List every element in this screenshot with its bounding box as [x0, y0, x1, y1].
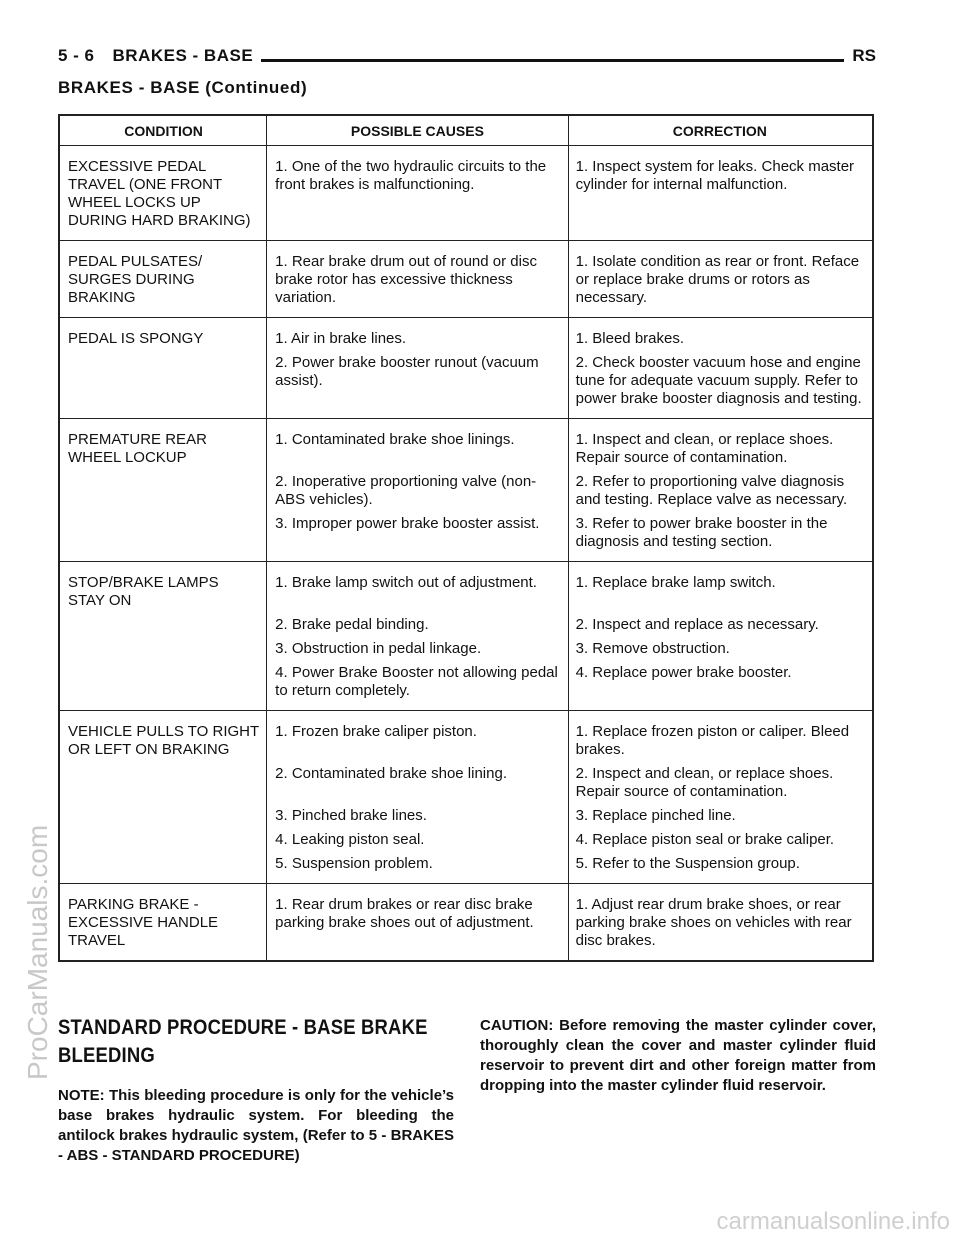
table-body	[59, 146, 873, 962]
cause-cell: 1. Brake lamp switch out of adjustment.	[275, 574, 537, 591]
table-row	[59, 241, 873, 318]
table-row	[59, 146, 873, 241]
correction-cell: 2. Refer to proportioning valve diagnosis and testing. Replace valve as necessary.	[575, 473, 848, 508]
column-divider	[266, 114, 267, 962]
correction-cell: 1. Replace brake lamp switch.	[575, 574, 776, 591]
correction-cell: 4. Replace piston seal or brake caliper.	[575, 831, 835, 848]
table-row	[59, 467, 873, 509]
section-title: BRAKES - BASE	[112, 46, 254, 65]
table-row	[59, 348, 873, 419]
table-row	[59, 658, 873, 711]
model-code: RS	[844, 46, 876, 66]
correction-cell: 1. Inspect and clean, or replace shoes. Repair source of contamination.	[575, 431, 834, 466]
condition-cell-empty	[59, 348, 267, 419]
cause-cell: 1. Contaminated brake shoe linings.	[275, 431, 515, 448]
cause-cell: 2. Power brake booster runout (vacuum assist).	[267, 348, 567, 419]
procedure-caution: CAUTION: Before removing the master cylinder cover, thoroughly clean the cover and master cylinder fluid reservoir to prevent dirt and other foreign matter from dropping into the master cylinder fluid reservoir.	[480, 1017, 876, 1094]
cause-cell: 2. Inoperative proportioning valve (non-ABS vehicles).	[275, 473, 537, 508]
table-row	[59, 419, 873, 468]
condition-cell: PEDAL PULSATES/ SURGES DURING BRAKING	[59, 241, 267, 318]
correction-cell: 1. Replace frozen piston or caliper. Bleed brakes.	[575, 723, 850, 758]
correction-cell: 3. Remove obstruction.	[575, 640, 730, 657]
procedure-title: STANDARD PROCEDURE - BASE BRAKE BLEEDING	[58, 1016, 428, 1067]
page-header	[58, 46, 876, 72]
page-number: 5 - 6	[58, 46, 95, 65]
condition-cell: EXCESSIVE PEDAL TRAVEL (ONE FRONT WHEEL LOCKS UP DURING HARD BRAKING)	[59, 146, 267, 241]
table-row	[59, 562, 873, 611]
condition-cell: STOP/BRAKE LAMPS STAY ON	[68, 574, 219, 609]
side-watermark: ProCarManuals.com	[22, 824, 53, 1080]
header-left	[58, 46, 261, 66]
condition-cell: PARKING BRAKE - EXCESSIVE HANDLE TRAVEL	[59, 884, 267, 962]
condition-cell-empty	[59, 801, 267, 825]
table-row	[59, 318, 873, 349]
cause-cell: 1. Rear brake drum out of round or disc brake rotor has excessive thickness variation.	[267, 241, 567, 318]
table-row	[59, 801, 873, 825]
cause-cell: 1. One of the two hydraulic circuits to the front brakes is malfunctioning.	[267, 146, 567, 241]
condition-cell-empty	[59, 825, 267, 849]
table-row	[59, 884, 873, 962]
correction-cell: 2. Inspect and clean, or replace shoes. Repair source of contamination.	[575, 765, 834, 800]
condition-cell-empty	[59, 634, 267, 658]
condition-cell: PREMATURE REAR WHEEL LOCKUP	[68, 431, 207, 466]
correction-cell: 3. Replace pinched line.	[575, 807, 736, 824]
table-row	[59, 634, 873, 658]
cause-cell: 3. Obstruction in pedal linkage.	[275, 640, 482, 657]
correction-cell: 4. Replace power brake booster.	[568, 658, 873, 711]
table-row	[59, 849, 873, 884]
correction-cell: 2. Check booster vacuum hose and engine tune for adequate vacuum supply. Refer to power brake booster diagnosis and testing.	[568, 348, 873, 419]
correction-cell: 1. Bleed brakes.	[575, 330, 685, 347]
column-header-causes: POSSIBLE CAUSES	[267, 115, 567, 146]
cause-cell: 4. Leaking piston seal.	[275, 831, 425, 848]
continued-heading: BRAKES - BASE (Continued)	[58, 78, 308, 97]
correction-cell: 2. Inspect and replace as necessary.	[575, 616, 819, 633]
correction-cell: 1. Inspect system for leaks. Check master cylinder for internal malfunction.	[568, 146, 873, 241]
correction-cell: 1. Isolate condition as rear or front. Reface or replace brake drums or rotors as necessary.	[568, 241, 873, 318]
left-column	[58, 1014, 454, 1166]
cause-cell: 3. Pinched brake lines.	[275, 807, 427, 824]
correction-cell: 1. Adjust rear drum brake shoes, or rear parking brake shoes on vehicles with rear disc brakes.	[568, 884, 873, 962]
table-header-row	[59, 115, 873, 146]
condition-cell-empty	[59, 509, 267, 562]
cause-cell: 1. Rear drum brakes or rear disc brake parking brake shoes out of adjustment.	[267, 884, 567, 962]
table-row	[59, 509, 873, 562]
table-row	[59, 610, 873, 634]
column-divider	[568, 114, 569, 962]
table-row	[59, 759, 873, 801]
cause-cell: 2. Brake pedal binding.	[275, 616, 429, 633]
right-column	[480, 1016, 876, 1096]
condition-cell-empty	[59, 759, 267, 801]
cause-cell: 3. Improper power brake booster assist.	[267, 509, 567, 562]
cause-cell: 2. Contaminated brake shoe lining.	[275, 765, 507, 782]
condition-cell-empty	[59, 467, 267, 509]
condition-cell-empty	[59, 658, 267, 711]
table-row	[59, 711, 873, 760]
condition-cell: VEHICLE PULLS TO RIGHT OR LEFT ON BRAKING	[68, 723, 259, 758]
condition-cell: PEDAL IS SPONGY	[68, 330, 204, 347]
column-header-correction: CORRECTION	[568, 115, 873, 146]
cause-cell: 1. Frozen brake caliper piston.	[275, 723, 477, 740]
column-header-condition: CONDITION	[59, 115, 267, 146]
correction-cell: 5. Refer to the Suspension group.	[568, 849, 873, 884]
condition-cell-empty	[59, 610, 267, 634]
footer-watermark: carmanualsonline.info	[716, 1208, 950, 1235]
diagnosis-table	[58, 114, 874, 962]
correction-cell: 3. Refer to power brake booster in the diagnosis and testing section.	[568, 509, 873, 562]
condition-cell-empty	[59, 849, 267, 884]
table-row	[59, 825, 873, 849]
cause-cell: 4. Power Brake Booster not allowing pedal to return completely.	[267, 658, 567, 711]
cause-cell: 1. Air in brake lines.	[275, 330, 407, 347]
procedure-note: NOTE: This bleeding procedure is only for the vehicle’s base brakes hydraulic system. For bleeding the antilock brakes hydraulic system, (Refer to 5 - BRAKES - ABS - STANDARD PROCEDURE)	[58, 1087, 454, 1164]
cause-cell: 5. Suspension problem.	[267, 849, 567, 884]
